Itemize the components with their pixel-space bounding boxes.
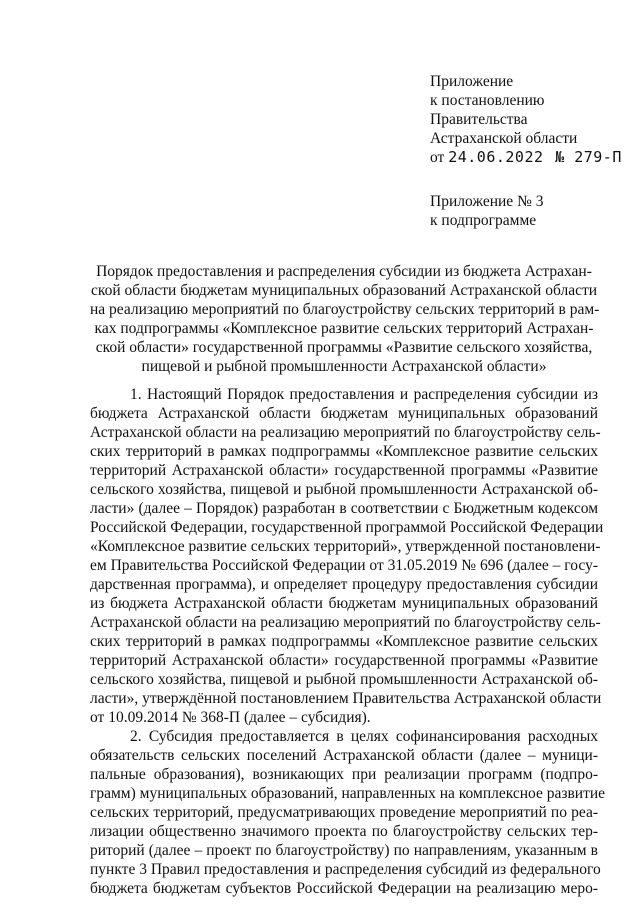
resolution-reference xyxy=(430,148,630,167)
appendix-3-line-2: к подпрограмме xyxy=(430,212,537,229)
paragraph-line: бюджета Астраханской области бюджетам муниципальных образований xyxy=(90,405,598,422)
paragraph-line: сельского хозяйства, пищевой и рыбной промышленности Астраханской об- xyxy=(90,671,598,688)
paragraph-line: дарственная программа), и определяет процедуру предоставления субсидии xyxy=(90,576,598,593)
appendix-3-header xyxy=(430,192,630,230)
title-line: ках подпрограммы «Комплексное развитие сельских территорий Астрахан- xyxy=(94,320,594,337)
appendix-line-4: Астраханской области xyxy=(430,130,578,147)
resolution-number: № 279-П xyxy=(555,148,622,166)
resolution-date: 24.06.2022 xyxy=(448,148,544,166)
paragraph-line: лизации общественно значимого проекта по благоустройству сельских тер- xyxy=(90,823,598,840)
document-body xyxy=(90,385,606,898)
ref-prefix: от xyxy=(430,149,449,166)
paragraph-line: «Комплексное развитие сельских территорий», утвержденной постановлени- xyxy=(90,538,601,555)
paragraph-line: ских территорий в рамках подпрограммы «Комплексное развитие сельских xyxy=(90,633,598,650)
title-line: ской области бюджетам муниципальных образований Астраханской области xyxy=(90,282,598,299)
paragraph-line: риторий (далее – проект по благоустройству) по направлениям, указанным в xyxy=(90,842,598,859)
paragraph-2 xyxy=(90,727,606,898)
title-line: пищевой и рыбной промышленности Астраханской области» xyxy=(141,358,547,375)
paragraph-line: 1. Настоящий Порядок предоставления и распределения субсидии из xyxy=(130,386,598,403)
paragraph-line: грамм) муниципальных образований, направленных на комплексное развитие xyxy=(90,785,606,802)
appendix-line-1: Приложение xyxy=(430,73,514,90)
paragraph-line: пальные образования), возникающих при реализации программ (подпро- xyxy=(90,766,598,783)
paragraph-line: ских территорий в рамках подпрограммы «Комплексное развитие сельских xyxy=(90,443,598,460)
paragraph-line: обязательств сельских поселений Астраханской области (далее – муници- xyxy=(90,747,598,764)
title-line: на реализацию мероприятий по благоустройству сельских территорий в рам- xyxy=(90,301,600,318)
appendix-3-line-1: Приложение № 3 xyxy=(430,193,544,210)
appendix-line-3: Правительства xyxy=(430,111,528,128)
title-line: Порядок предоставления и распределения субсидии из бюджета Астрахан- xyxy=(96,263,592,280)
paragraph-line: бюджета бюджетам субъектов Российской Федерации на реализацию меро- xyxy=(90,880,598,897)
paragraph-line: Астраханской области на реализацию мероприятий по благоустройству сель- xyxy=(90,424,601,441)
paragraph-line: Астраханской области на реализацию мероприятий по благоустройству сель- xyxy=(90,614,601,631)
paragraph-line: из бюджета Астраханской области бюджетам муниципальных образований xyxy=(90,595,598,612)
paragraph-line: пункте 3 Правил предоставления и распределения субсидий из федерального xyxy=(90,861,601,878)
paragraph-line: 2. Субсидия предоставляется в целях софинансирования расходных xyxy=(130,728,598,745)
paragraph-line: ем Правительства Российской Федерации от 31.05.2019 № 696 (далее – госу- xyxy=(90,557,598,574)
paragraph-line: ласти», утверждённой постановлением Правительства Астраханской области xyxy=(90,690,602,707)
paragraph-1 xyxy=(90,385,604,727)
title-line: ской области» государственной программы «Развитие сельского хозяйства, xyxy=(95,339,593,356)
paragraph-line: Российской Федерации, государственной программой Российской Федерации xyxy=(90,519,604,536)
paragraph-line: сельских территорий, предусматривающих проведение мероприятий по реа- xyxy=(90,804,598,821)
paragraph-line: сельского хозяйства, пищевой и рыбной промышленности Астраханской об- xyxy=(90,481,598,498)
appendix-line-2: к постановлению xyxy=(430,92,545,109)
paragraph-line: территорий Астраханской области» государственной программы «Развитие xyxy=(90,462,598,479)
paragraph-line: ласти» (далее – Порядок) разработан в соответствии с Бюджетным кодексом xyxy=(90,500,598,517)
paragraph-line: от 10.09.2014 № 368-П (далее – субсидия). xyxy=(90,709,371,726)
paragraph-line: территорий Астраханской области» государственной программы «Развитие xyxy=(90,652,598,669)
document-title xyxy=(90,262,598,376)
appendix-header xyxy=(430,72,630,167)
